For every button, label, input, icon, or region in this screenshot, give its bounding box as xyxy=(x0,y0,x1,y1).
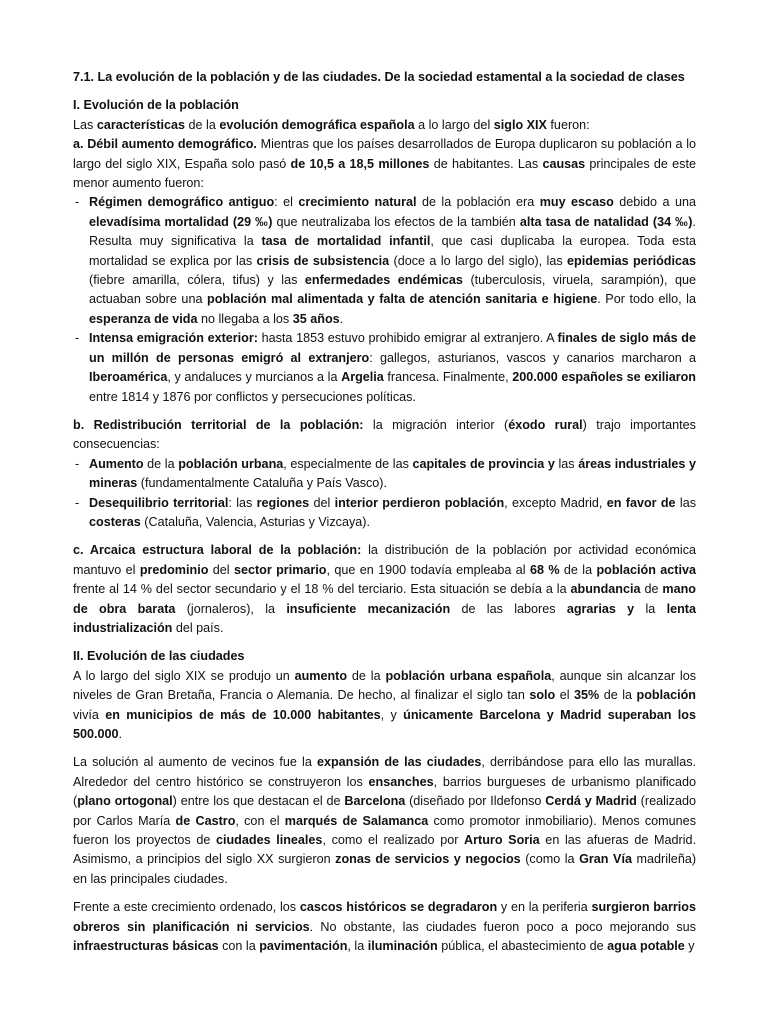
bold-run: únicamente Barcelona y Madrid superaban los 500.000 xyxy=(73,707,696,741)
text-run: entre 1814 y 1876 por conflictos y persecuciones políticas. xyxy=(89,389,416,404)
bold-run: pavimentación xyxy=(259,939,348,954)
bold-run: población activa xyxy=(596,562,696,577)
bold-run: abundancia xyxy=(570,582,641,597)
paragraph-cities-1 xyxy=(73,667,696,745)
text-run: de la xyxy=(143,456,179,471)
bold-run: mano de obra barata xyxy=(73,582,696,616)
bold-run: cascos históricos se degradaron xyxy=(299,900,498,915)
text-run: , con el xyxy=(235,813,285,828)
text-run: las xyxy=(675,495,696,510)
text-run: Frente a este crecimiento ordenado, los xyxy=(73,900,300,915)
bold-run: 35 años xyxy=(292,311,340,326)
paragraph-c xyxy=(73,541,696,638)
bold-run: tasa de mortalidad infantil xyxy=(261,234,431,249)
text-run: ) entre los que destacan el de xyxy=(172,794,345,809)
text-run: . Resulta muy significativa la xyxy=(89,214,697,249)
text-run: . Por todo ello, la xyxy=(597,292,696,307)
text-run: hasta 1853 estuvo prohibido emigrar al extranjero. A xyxy=(257,331,558,346)
text-run: A lo largo del siglo XIX se produjo un xyxy=(73,668,295,683)
text-run: la migración interior ( xyxy=(363,417,509,432)
text-run: el xyxy=(555,688,574,703)
list-item xyxy=(73,455,696,494)
bold-run: 68 % xyxy=(529,562,560,577)
text-run: (diseñado por Ildefonso xyxy=(405,794,546,809)
bold-run: áreas industriales y mineras xyxy=(89,456,697,491)
text-run: (fiebre amarilla, cólera, tifus) y las xyxy=(89,273,305,288)
text-run: : las xyxy=(228,495,257,510)
text-run: de la xyxy=(559,562,597,577)
paragraph-cities-3 xyxy=(73,898,696,956)
bold-run: Iberoamérica xyxy=(89,370,168,385)
list-b xyxy=(73,455,696,533)
bold-run: causas xyxy=(542,156,586,171)
bold-run: éxodo rural xyxy=(508,417,583,432)
bold-run: Aumento xyxy=(89,456,144,471)
bold-run: a. Débil aumento demográfico. xyxy=(73,137,257,152)
text-run: La solución al aumento de vecinos fue la xyxy=(73,755,317,770)
bold-run: elevadísima mortalidad (29 ‰) xyxy=(89,214,273,229)
bold-run: Gran Vía xyxy=(579,852,632,867)
text-run: , y andaluces y murcianos a la xyxy=(167,370,342,385)
bold-run: agrarias y xyxy=(566,601,635,616)
text-run: (tuberculosis, viruela, sarampión), que actuaban sobre una xyxy=(89,273,696,307)
bold-run: ensanches xyxy=(368,774,434,789)
bold-run: muy escaso xyxy=(539,195,614,210)
bold-run: de Castro xyxy=(175,813,236,828)
text-run: y en la periferia xyxy=(497,900,592,915)
text-run: Mientras que los países desarrollados de Europa duplicaron su población a lo largo del siglo XIX, España solo pasó xyxy=(73,137,696,171)
text-run: , la xyxy=(347,939,368,954)
text-run: (jornaleros), la xyxy=(175,601,287,616)
paragraph-b xyxy=(73,416,696,455)
list-item xyxy=(73,193,696,329)
list-item xyxy=(73,329,696,407)
text-run: (Cataluña, Valencia, Asturias y Vizcaya). xyxy=(140,514,370,529)
bold-run: siglo XIX xyxy=(493,117,547,132)
bold-run: alta tasa de natalidad (34 ‰) xyxy=(519,214,693,229)
text-run: la xyxy=(634,601,667,616)
bold-run: población xyxy=(636,688,696,703)
text-run: de la xyxy=(347,668,386,683)
bold-run: costeras xyxy=(89,514,141,529)
paragraph-a xyxy=(73,135,696,193)
bold-run: evolución demográfica española xyxy=(219,117,415,132)
section-cities-3 xyxy=(73,898,696,956)
text-run: Las xyxy=(73,117,97,132)
text-run: . xyxy=(339,311,344,326)
text-run: (realizado por Carlos María xyxy=(73,794,696,828)
text-run: de la xyxy=(599,688,637,703)
bold-run: Argelia xyxy=(341,370,384,385)
list-item xyxy=(73,494,696,533)
bold-run: 200.000 españoles se exiliaron xyxy=(512,370,696,385)
text-run: madrileña) en las principales ciudades. xyxy=(73,852,697,886)
bold-run: surgieron barrios obreros sin planificación ni servicios xyxy=(73,900,696,934)
section-cities xyxy=(73,647,696,744)
bold-run: población urbana xyxy=(178,456,284,471)
text-run: del país. xyxy=(172,620,224,635)
bold-run: iluminación xyxy=(367,939,438,954)
bold-run: sector primario xyxy=(233,562,327,577)
bold-run: zonas de servicios y negocios xyxy=(335,852,521,867)
text-run: (como la xyxy=(520,852,580,867)
text-run: como promotor inmobiliario). Menos comunes fueron los proyectos de xyxy=(73,813,696,848)
section-cities-2 xyxy=(73,753,696,889)
text-run: y xyxy=(684,939,695,954)
text-run: principales de este menor aumento fueron: xyxy=(73,156,696,191)
text-run: , excepto Madrid, xyxy=(504,495,607,510)
text-run: las xyxy=(554,456,579,471)
bold-run: enfermedades endémicas xyxy=(304,273,463,288)
bold-run: lenta industrialización xyxy=(73,601,696,635)
text-run: de habitantes. Las xyxy=(429,156,543,171)
bold-run: c. Arcaica estructura laboral de la población: xyxy=(73,543,362,558)
bold-run: expansión de las ciudades xyxy=(316,755,482,770)
text-run: (doce a lo largo del siglo), las xyxy=(389,253,568,268)
bold-run: marqués de Salamanca xyxy=(284,813,429,828)
bold-run: regiones xyxy=(256,495,310,510)
text-run: del xyxy=(309,495,335,510)
bold-run: finales de siglo más de un millón de personas emigró al extranjero xyxy=(89,331,696,365)
text-run: debido a una xyxy=(613,195,696,210)
text-run: , derribándose para ello las murallas. Alrededor del centro histórico se construyeron los xyxy=(73,755,696,789)
text-run: , y xyxy=(380,707,404,722)
bold-run: aumento xyxy=(294,668,348,683)
text-run: vivía xyxy=(73,707,106,722)
bold-run: interior perdieron población xyxy=(334,495,505,510)
section-heading-population: I. Evolución de la población xyxy=(73,98,239,113)
text-run: , como el realizado por xyxy=(322,833,465,848)
bold-run: crecimiento natural xyxy=(298,195,417,210)
text-run: pública, el abastecimiento de xyxy=(437,939,608,954)
text-run: , especialmente de las xyxy=(283,456,413,471)
text-run: fueron: xyxy=(546,117,590,132)
text-run: ) trajo importantes consecuencias: xyxy=(73,417,696,452)
paragraph-intro xyxy=(73,116,696,135)
bold-run: b. Redistribución territorial de la población: xyxy=(73,417,364,432)
bold-run: de 10,5 a 18,5 millones xyxy=(290,156,430,171)
text-run: : gallegos, asturianos, vascos y canarios marcharon a xyxy=(369,350,696,365)
bold-run: epidemias periódicas xyxy=(567,253,696,268)
section-population xyxy=(73,96,696,407)
bold-run: Intensa emigración exterior: xyxy=(89,331,258,346)
text-run: , que en 1900 todavía empleaba al xyxy=(326,562,530,577)
bold-run: Arturo Soria xyxy=(464,833,540,848)
document-title: 7.1. La evolución de la población y de las ciudades. De la sociedad estamental a la sociedad de clases xyxy=(73,70,685,84)
bold-run: en favor de xyxy=(606,495,676,510)
text-run: , aunque sin alcanzar los niveles de Gran Bretaña, Francia o Alemania. De hecho, al finalizar el siglo tan xyxy=(73,668,696,703)
bold-run: esperanza de vida xyxy=(89,311,198,326)
bold-run: solo xyxy=(529,688,556,703)
bold-run: Cerdá y Madrid xyxy=(545,794,637,809)
text-run: en las afueras de Madrid. Asimismo, a principios del siglo XX surgieron xyxy=(73,833,696,867)
text-run: de las labores xyxy=(450,601,567,616)
paragraph-cities-2 xyxy=(73,753,696,889)
text-run: francesa. Finalmente, xyxy=(383,370,513,385)
bold-run: insuficiente mecanización xyxy=(286,601,451,616)
text-run: : el xyxy=(274,195,299,210)
bold-run: población urbana española xyxy=(385,668,552,683)
bold-run: agua potable xyxy=(607,939,685,954)
text-run: la distribución de la población por actividad económica mantuvo el xyxy=(73,543,696,577)
bold-run: infraestructuras básicas xyxy=(73,939,219,954)
text-run: frente al 14 % del sector secundario y el 18 % del terciario. Esta situación se debía a la xyxy=(73,582,571,597)
text-run: , que casi duplicaba la europea. Toda esta mortalidad se explica por las xyxy=(89,234,696,268)
bold-run: ciudades lineales xyxy=(215,833,323,848)
text-run: , barrios burgueses de urbanismo planificado ( xyxy=(73,774,696,809)
text-run: no llegaba a los xyxy=(197,311,293,326)
text-run: (fundamentalmente Cataluña y País Vasco). xyxy=(137,476,387,491)
bold-run: 35% xyxy=(574,688,600,703)
section-c xyxy=(73,541,696,638)
bold-run: plano ortogonal xyxy=(77,794,173,809)
bold-run: predominio xyxy=(139,562,209,577)
text-run: con la xyxy=(218,939,260,954)
bold-run: Régimen demográfico antiguo xyxy=(89,195,275,210)
section-b xyxy=(73,416,696,532)
section-heading-cities: II. Evolución de las ciudades xyxy=(73,649,245,664)
bold-run: población mal alimentada y falta de atención sanitaria e higiene xyxy=(207,292,598,307)
bold-run: Barcelona xyxy=(344,794,406,809)
bold-run: crisis de subsistencia xyxy=(256,253,390,268)
bold-run: Desequilibrio territorial xyxy=(89,495,229,510)
text-run: del xyxy=(208,562,234,577)
text-run: de xyxy=(640,582,663,597)
bold-run: capitales de provincia y xyxy=(412,456,555,471)
text-run: . No obstante, las ciudades fueron poco a poco mejorando sus xyxy=(309,919,696,934)
text-run: . xyxy=(118,727,123,741)
bold-run: características xyxy=(96,117,186,132)
list-a xyxy=(73,193,696,406)
text-run: a lo largo del xyxy=(414,117,494,132)
text-run: de la población era xyxy=(416,195,540,210)
text-run: de la xyxy=(185,117,220,132)
bold-run: en municipios de más de 10.000 habitantes xyxy=(105,707,381,722)
text-run: que neutralizaba los efectos de la también xyxy=(272,214,520,229)
